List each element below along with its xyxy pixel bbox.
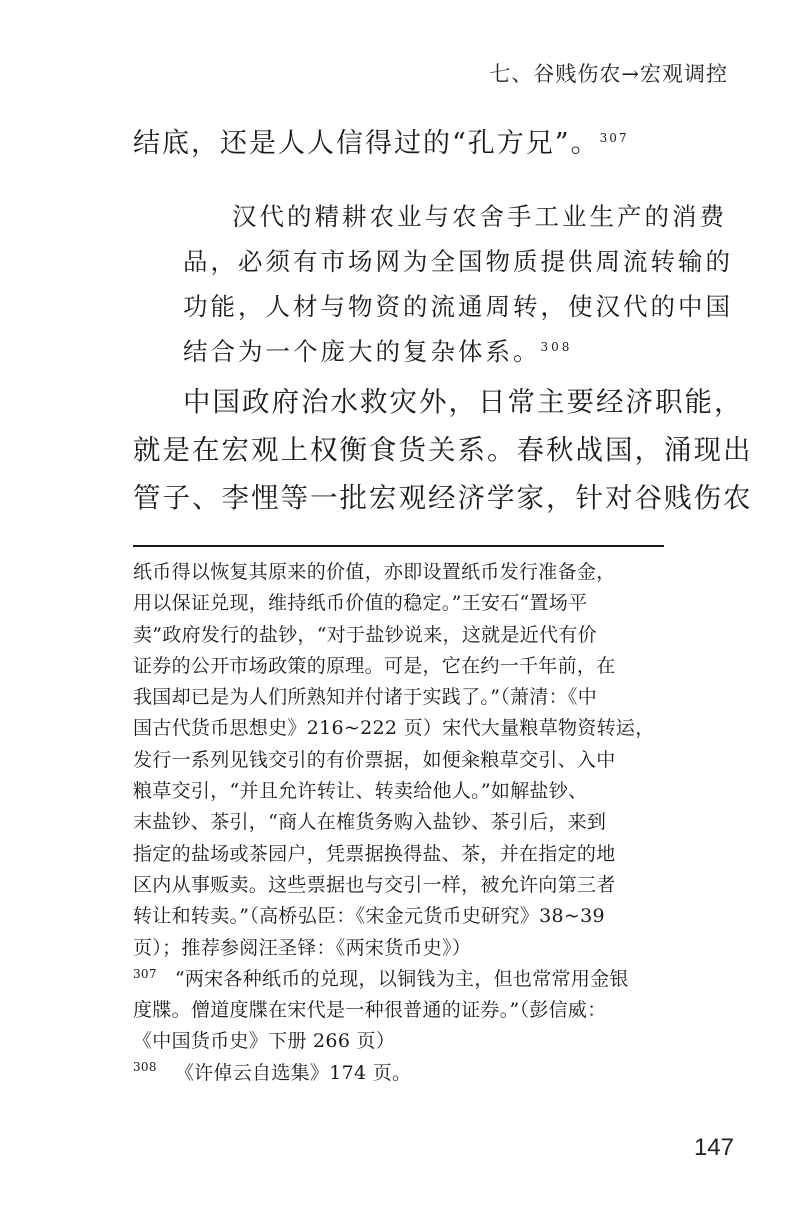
footnote-line: 区内从事贩卖。这些票据也与交引一样，被允许向第三者 (133, 873, 616, 896)
footnote-number: 307 (133, 966, 157, 981)
block-quote (183, 194, 733, 374)
footnote-line: 粮草交引，“并且允许转让、转卖给他人。”如解盐钞、 (133, 780, 588, 803)
footnote-separator (133, 545, 664, 547)
footnote-line: 末盐钞、茶引，“商人在榷货务购入盐钞、茶引后，来到 (133, 811, 607, 834)
quote-line: 品，必须有市场网为全国物质提供周流转输的 (183, 247, 733, 276)
running-header: 七、谷贱伤农→宏观调控 (489, 62, 728, 86)
footnote-line: 度牒。僧道度牒在宋代是一种很普通的证券。”（彭信威： (133, 999, 607, 1022)
footnote-line: 纸币得以恢复其原来的价值，亦即设置纸币发行准备金， (133, 561, 616, 583)
quote-line: 功能，人材与物资的流通周转，使汉代的中国 (183, 292, 733, 321)
footnote-line: 卖”政府发行的盐钞，“对于盐钞说来，这就是近代有价 (133, 623, 597, 646)
footnote-line: 发行一系列见钱交引的有价票据，如便籴粮草交引、入中 (133, 748, 616, 771)
text-line: 结底，还是人人信得过的“孔方兄”。$^{307}$ (133, 128, 629, 159)
footnote-ref-307[interactable]: 307 (599, 131, 629, 145)
paragraph-continuation (133, 120, 689, 168)
text-line: 中国政府治水救灾外，日常主要经济职能， (183, 386, 744, 418)
text-line: 就是在宏观上权衡食货关系。春秋战国，涌现出 (133, 434, 753, 466)
paragraph-body (133, 378, 753, 522)
footnote-ref-308[interactable]: 308 (540, 339, 573, 354)
footnote-line: 转让和转卖。”（高桥弘臣：《宋金元货币史研究》38~39 (133, 905, 605, 928)
footnote-line: $^{307}$ “两宋各种纸币的兑现，以铜钱为主，但也常常用金银 (133, 966, 629, 990)
footnote-307 (133, 964, 693, 1058)
footnote-line: 页）；推荐参阅汪圣铎：《两宋货币史》） (133, 936, 472, 959)
footnote-continued (133, 557, 693, 964)
footnotes-section (133, 557, 693, 1089)
footnote-line: 指定的盐场或茶园户，凭票据换得盐、茶，并在指定的地 (133, 842, 616, 865)
footnote-line: 证券的公开市场政策的原理。可是，它在约一千年前，在 (133, 654, 616, 677)
footnote-line: 用以保证兑现，维持纸币价值的稳定。”王安石“置场平 (133, 592, 588, 615)
footnote-308 (133, 1058, 693, 1089)
footnote-line: 我国却已是为人们所熟知并付诸于实践了。”（萧清：《中 (133, 686, 598, 709)
text-line: 管子、李悝等一批宏观经济学家，针对谷贱伤农 (133, 482, 753, 514)
footnote-number: 308 (133, 1060, 157, 1075)
quote-line: 结合为一个庞大的复杂体系。$^{308}$ (183, 337, 573, 366)
footnote-line: 国古代货币思想史》216~222 页）宋代大量粮草物资转运， (133, 717, 655, 740)
page-number: 147 (693, 1134, 734, 1161)
footnote-line: $^{308}$ 《许倬云自选集》174 页。 (133, 1060, 412, 1084)
footnote-line: 《中国货币史》下册 266 页） (133, 1030, 396, 1053)
quote-line: 汉代的精耕农业与农舍手工业生产的消费 (232, 202, 727, 231)
